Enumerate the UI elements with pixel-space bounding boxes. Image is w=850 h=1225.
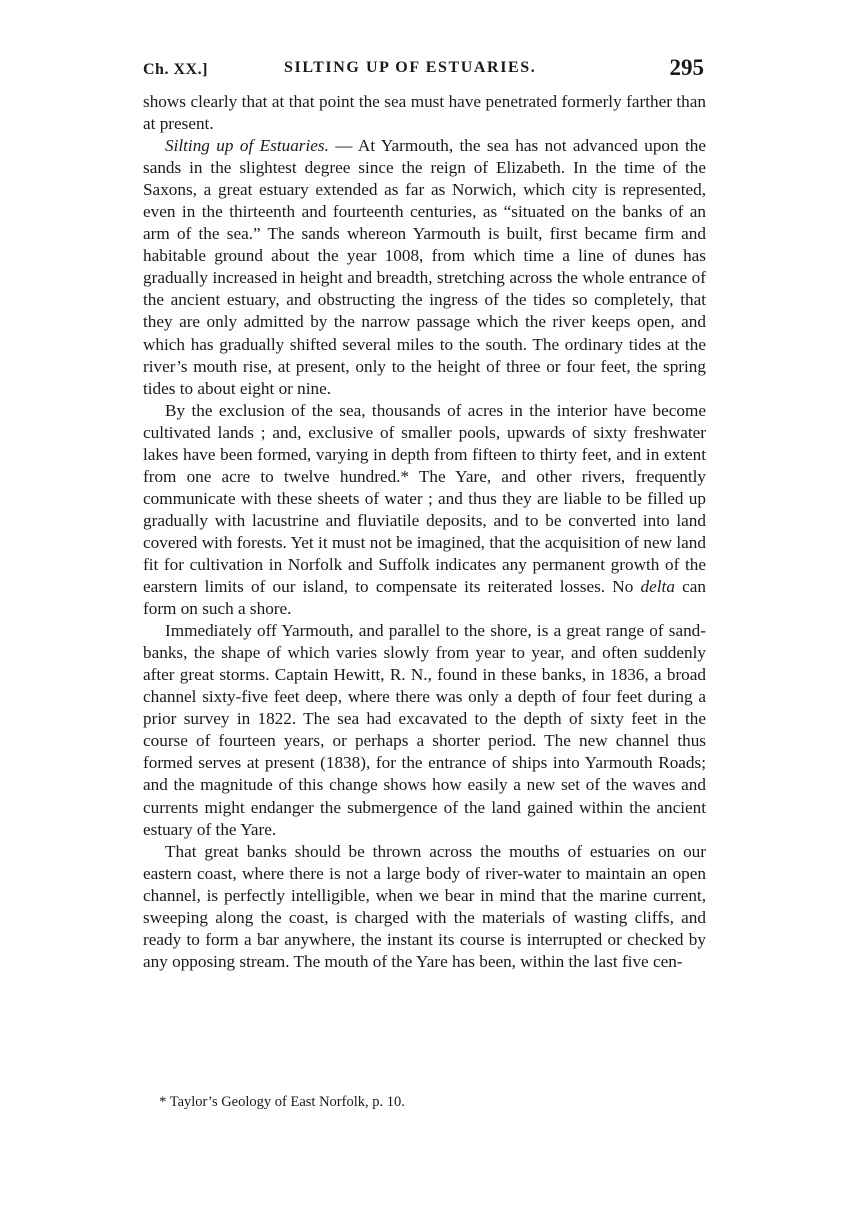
- paragraph-banks-estuaries: That great banks should be thrown across the mouths of estuaries on our eastern coast, where there is not a large body of river-water to maintain an open channel, is perfectly intelligible, when we bear in mind that the marine current, sweeping along the coast, is charged with the materials of wasting cliffs, and ready to form a bar anywhere, the instant its course is interrupted or checked by any opposing stream. The mouth of the Yare has been, within the last five cen-: [143, 841, 706, 971]
- italic-term-delta: delta: [640, 577, 675, 597]
- section-heading: Silting up of Estuaries.: [165, 136, 329, 156]
- paragraph-exclusion-text-b: can form on such a shore.: [143, 577, 706, 619]
- paragraph-silting: [143, 135, 706, 400]
- paragraph-continuation: shows clearly that at that point the sea must have penetrated formerly farther than at present.: [143, 92, 706, 134]
- paragraph-exclusion-text-a: By the exclusion of the sea, thousands of acres in the interior have become cultivated lands ; and, exclusive of smaller pools, upwards of sixty freshwater lakes have been formed, varying in depth from fifteen to thirty feet, and in extent from one acre to twelve hundred.* The Yare, and other rivers, frequently communicate with these sheets of water ; and thus they are liable to be filled up gradually with lacustrine and fluviatile deposits, and to be converted into land covered with forests. Yet it must not be imagined, that the acquisition of new land fit for cultivation in Norfolk and Suffolk indicates any permanent growth of the earstern limits of our island, to compensate its reiterated losses. No: [143, 400, 706, 597]
- chapter-label: Ch. XX.]: [143, 61, 208, 78]
- paragraph-sandbanks: Immediately off Yarmouth, and parallel to the shore, is a great range of sand-banks, the shape of which varies slowly from year to year, and often suddenly after great storms. Captain Hewitt, R. N., found in these banks, in 1836, a broad channel sixty-five feet deep, where there was only a depth of four feet during a prior survey in 1822. The sea had excavated to the depth of sixty feet in the course of fourteen years, or perhaps a shorter period. The new channel thus formed serves at present (1838), for the entrance of ships into Yarmouth Roads; and the magnitude of this change shows how easily a new set of the waves and currents might endanger the submergence of the land gained within the ancient estuary of the Yare.: [143, 621, 706, 839]
- page-number: 295: [669, 55, 704, 80]
- running-header: [143, 55, 706, 85]
- paragraph-exclusion: [143, 400, 706, 620]
- book-page: [143, 55, 706, 973]
- running-title: SILTING UP OF ESTUARIES.: [284, 59, 537, 76]
- footnote: * Taylor’s Geology of East Norfolk, p. 10.: [159, 1094, 405, 1110]
- body-text: [143, 91, 706, 973]
- paragraph-silting-text: — At Yarmouth, the sea has not advanced upon the sands in the slightest degree since the reign of Elizabeth. In the time of the Saxons, a great estuary extended as far as Norwich, which city is represented, even in the thirteenth and fourteenth centuries, as “situated on the banks of an arm of the sea.” The sands whereon Yarmouth is built, first became firm and habitable ground about the year 1008, from which time a line of dunes has gradually increased in height and breadth, stretching across the whole entrance of the ancient estuary, and obstructing the ingress of the tides so completely, that they are only admitted by the narrow passage which the river keeps open, and which has gradually shifted several miles to the south. The ordinary tides at the river’s mouth rise, at present, only to the height of three or four feet, the spring tides to about eight or nine.: [143, 136, 706, 398]
